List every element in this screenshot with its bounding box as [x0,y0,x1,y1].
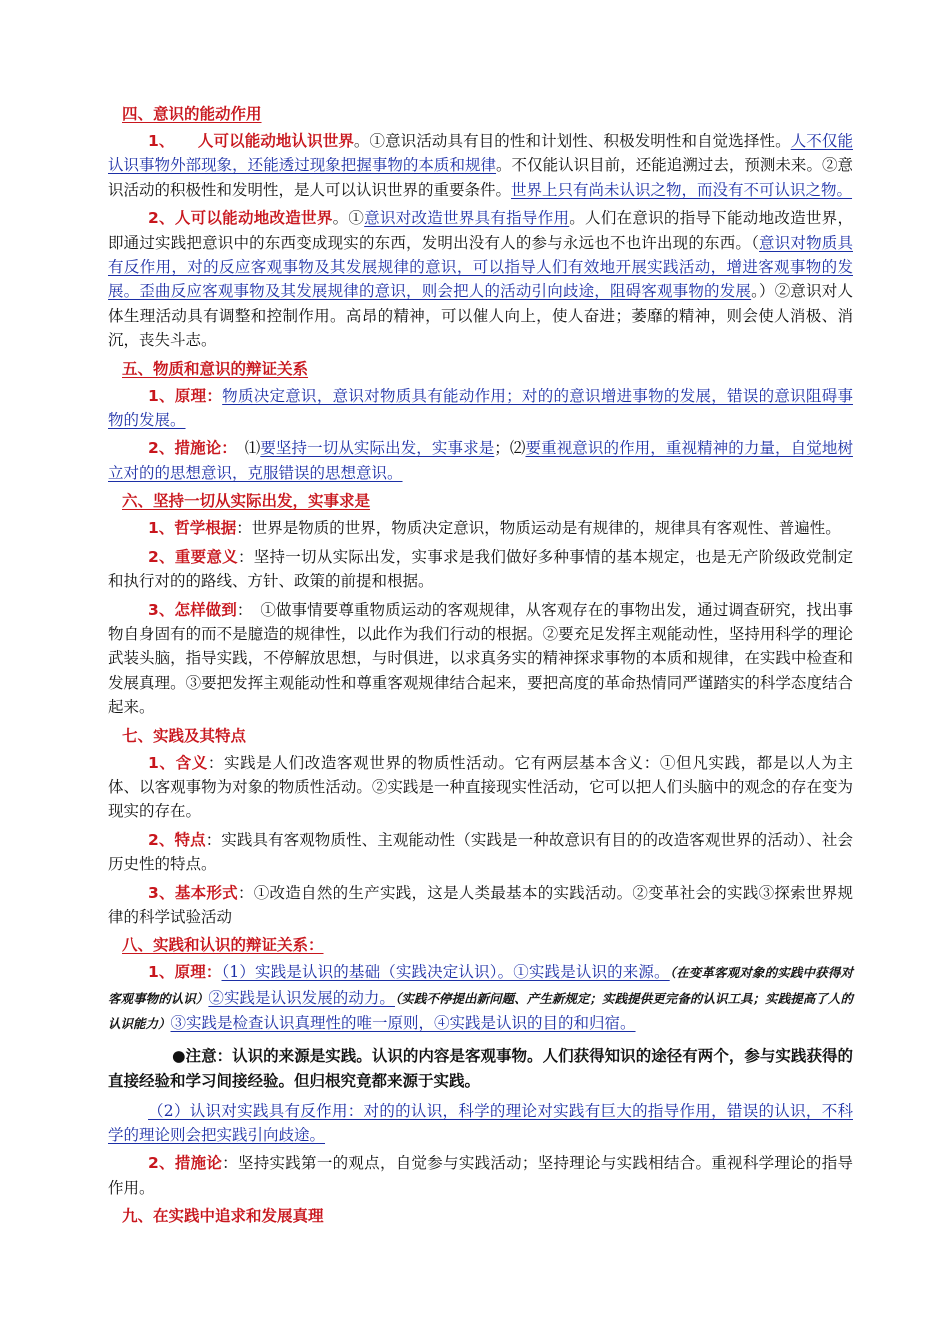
s8-note: ●注意：认识的来源是实践。认识的内容是客观事物。人们获得知识的途径有两个，参与实践获得的直接经验和学习间接经验。但归根究竟都来源于实践。 [108,1045,853,1090]
section-5-title: 五、物质和意识的辩证关系 [122,359,309,378]
s4-link-1: 人不仅能认识事物外部现象，还能透过现象把握事物的本质和规律 [108,132,853,175]
s4-paragraph-1: 1、 人可以能动地认识世界。①意识活动具有目的性和计划性、积极发明性和自觉选择性。人不仅能认识事物外部现象，还能透过现象把握事物的本质和规律。不仅能认识目前，还能追溯过去，预测未来。②意识活动的积极性和发明性，是人可以认识世界的重要条件。世界上只有尚未认识之物，而没有不可认识之物。 [108,132,853,199]
document-body [108,98,853,1231]
section-9-title: 九、在实践中追求和发展真理 [122,1207,324,1226]
s7-paragraph-2: 2、特点：实践具有客观物质性、主观能动性（实践是一种故意识有目的的改造客观世界的活动）、社会历史性的特点。 [108,830,853,874]
s7-paragraph-3: 3、基本形式：①改造自然的生产实践，这是人类最基本的实践活动。②变革社会的实践③探索世界规律的科学试验活动 [108,883,853,926]
s6-paragraph-1: 1、哲学根据：世界是物质的世界，物质决定意识，物质运动是有规律的，规律具有客观性、普遍性。 [148,519,841,538]
s4-paragraph-2: 2、人可以能动地改造世界。①意识对改造世界具有指导作用。人们在意识的指导下能动地改造世界，即通过实践把意识中的东西变成现实的东西，发明出没有人的参与永远也不也许出现的东西。（意识对物质具有反作用，对的反应客观事物及其发展规律的意识，可以指导人们有效地开展实践活动，增进客观事物的发展。歪曲反应客观事物及其发展规律的意识，则会把人的活动引向歧途，阻碍客观事物的发展。）②意识对人体生理活动具有调整和控制作用。高昂的精神，可以催人向上，使人奋进；萎靡的精神，则会使人消极、消沉，丧失斗志。 [108,209,853,350]
s5-paragraph-2: 2、措施论： ⑴要坚持一切从实际出发，实事求是；⑵要重视意识的作用，重视精神的力量，自觉地树立对的的思想意识，克服错误的思想意识。 [108,439,853,482]
section-7-title: 七、实践及其特点 [122,726,247,745]
section-4-title: 四、意识的能动作用 [122,105,262,123]
s7-paragraph-1: 1、含义：实践是人们改造客观世界的物质性活动。它有两层基本含义：①但凡实践，都是以人为主体、以客观事物为对象的物质性活动。②实践是一种直接现实性活动，它可以把人们头脑中的观念的存在变为现实的存在。 [108,753,853,821]
s5-paragraph-1: 1、原理：物质决定意识，意识对物质具有能动作用；对的的意识增进事物的发展，错误的意识阻碍事物的发展。 [108,386,853,430]
s6-paragraph-2: 2、重要意义：坚持一切从实际出发，实事求是我们做好多种事情的基本规定，也是无产阶级政党制定和执行对的的路线、方针、政策的前提和根据。 [108,547,853,591]
s8-paragraph-2: （2）认识对实践具有反作用：对的的认识，科学的理论对实践有巨大的指导作用，错误的认识，不科学的理论则会把实践引向歧途。 [108,1101,853,1144]
s4-link-2: 世界上只有尚未认识之物，而没有不可认识之物。 [511,180,853,199]
s6-paragraph-3: 3、怎样做到： ①做事情要尊重物质运动的客观规律，从客观存在的事物出发，通过调查研究，找出事物自身固有的而不是臆造的规律性，以此作为我们行动的根据。②要充足发挥主观能动性，坚持用科学的理论武装头脑，指导实践，不停解放思想，与时俱进，以求真务实的精神探求事物的本质和规律，在实践中检查和发展真理。③要把发挥主观能动性和尊重客观规律结合起来，要把高度的革命热情同严谨踏实的科学态度结合起来。 [108,600,853,717]
s8-paragraph-3: 2、措施论：坚持实践第一的观点，自觉参与实践活动；坚持理论与实践相结合。重视科学理论的指导作用。 [108,1154,853,1197]
section-6-title: 六、坚持一切从实际出发，实事求是 [122,492,371,511]
s8-paragraph-1: 1、原理：（1）实践是认识的基础（实践决定认识）。①实践是认识的来源。（在变革客观对象的实践中获得对客观事物的认识）②实践是认识发展的动力。（实践不停提出新问题、产生新规定；实践提供更完备的认识工具；实践提高了人的认识能力）③实践是检查认识真理性的唯一原则，④实践是认识的目的和归宿。 [108,963,853,1033]
section-8-title: 八、实践和认识的辩证关系： [122,936,324,955]
